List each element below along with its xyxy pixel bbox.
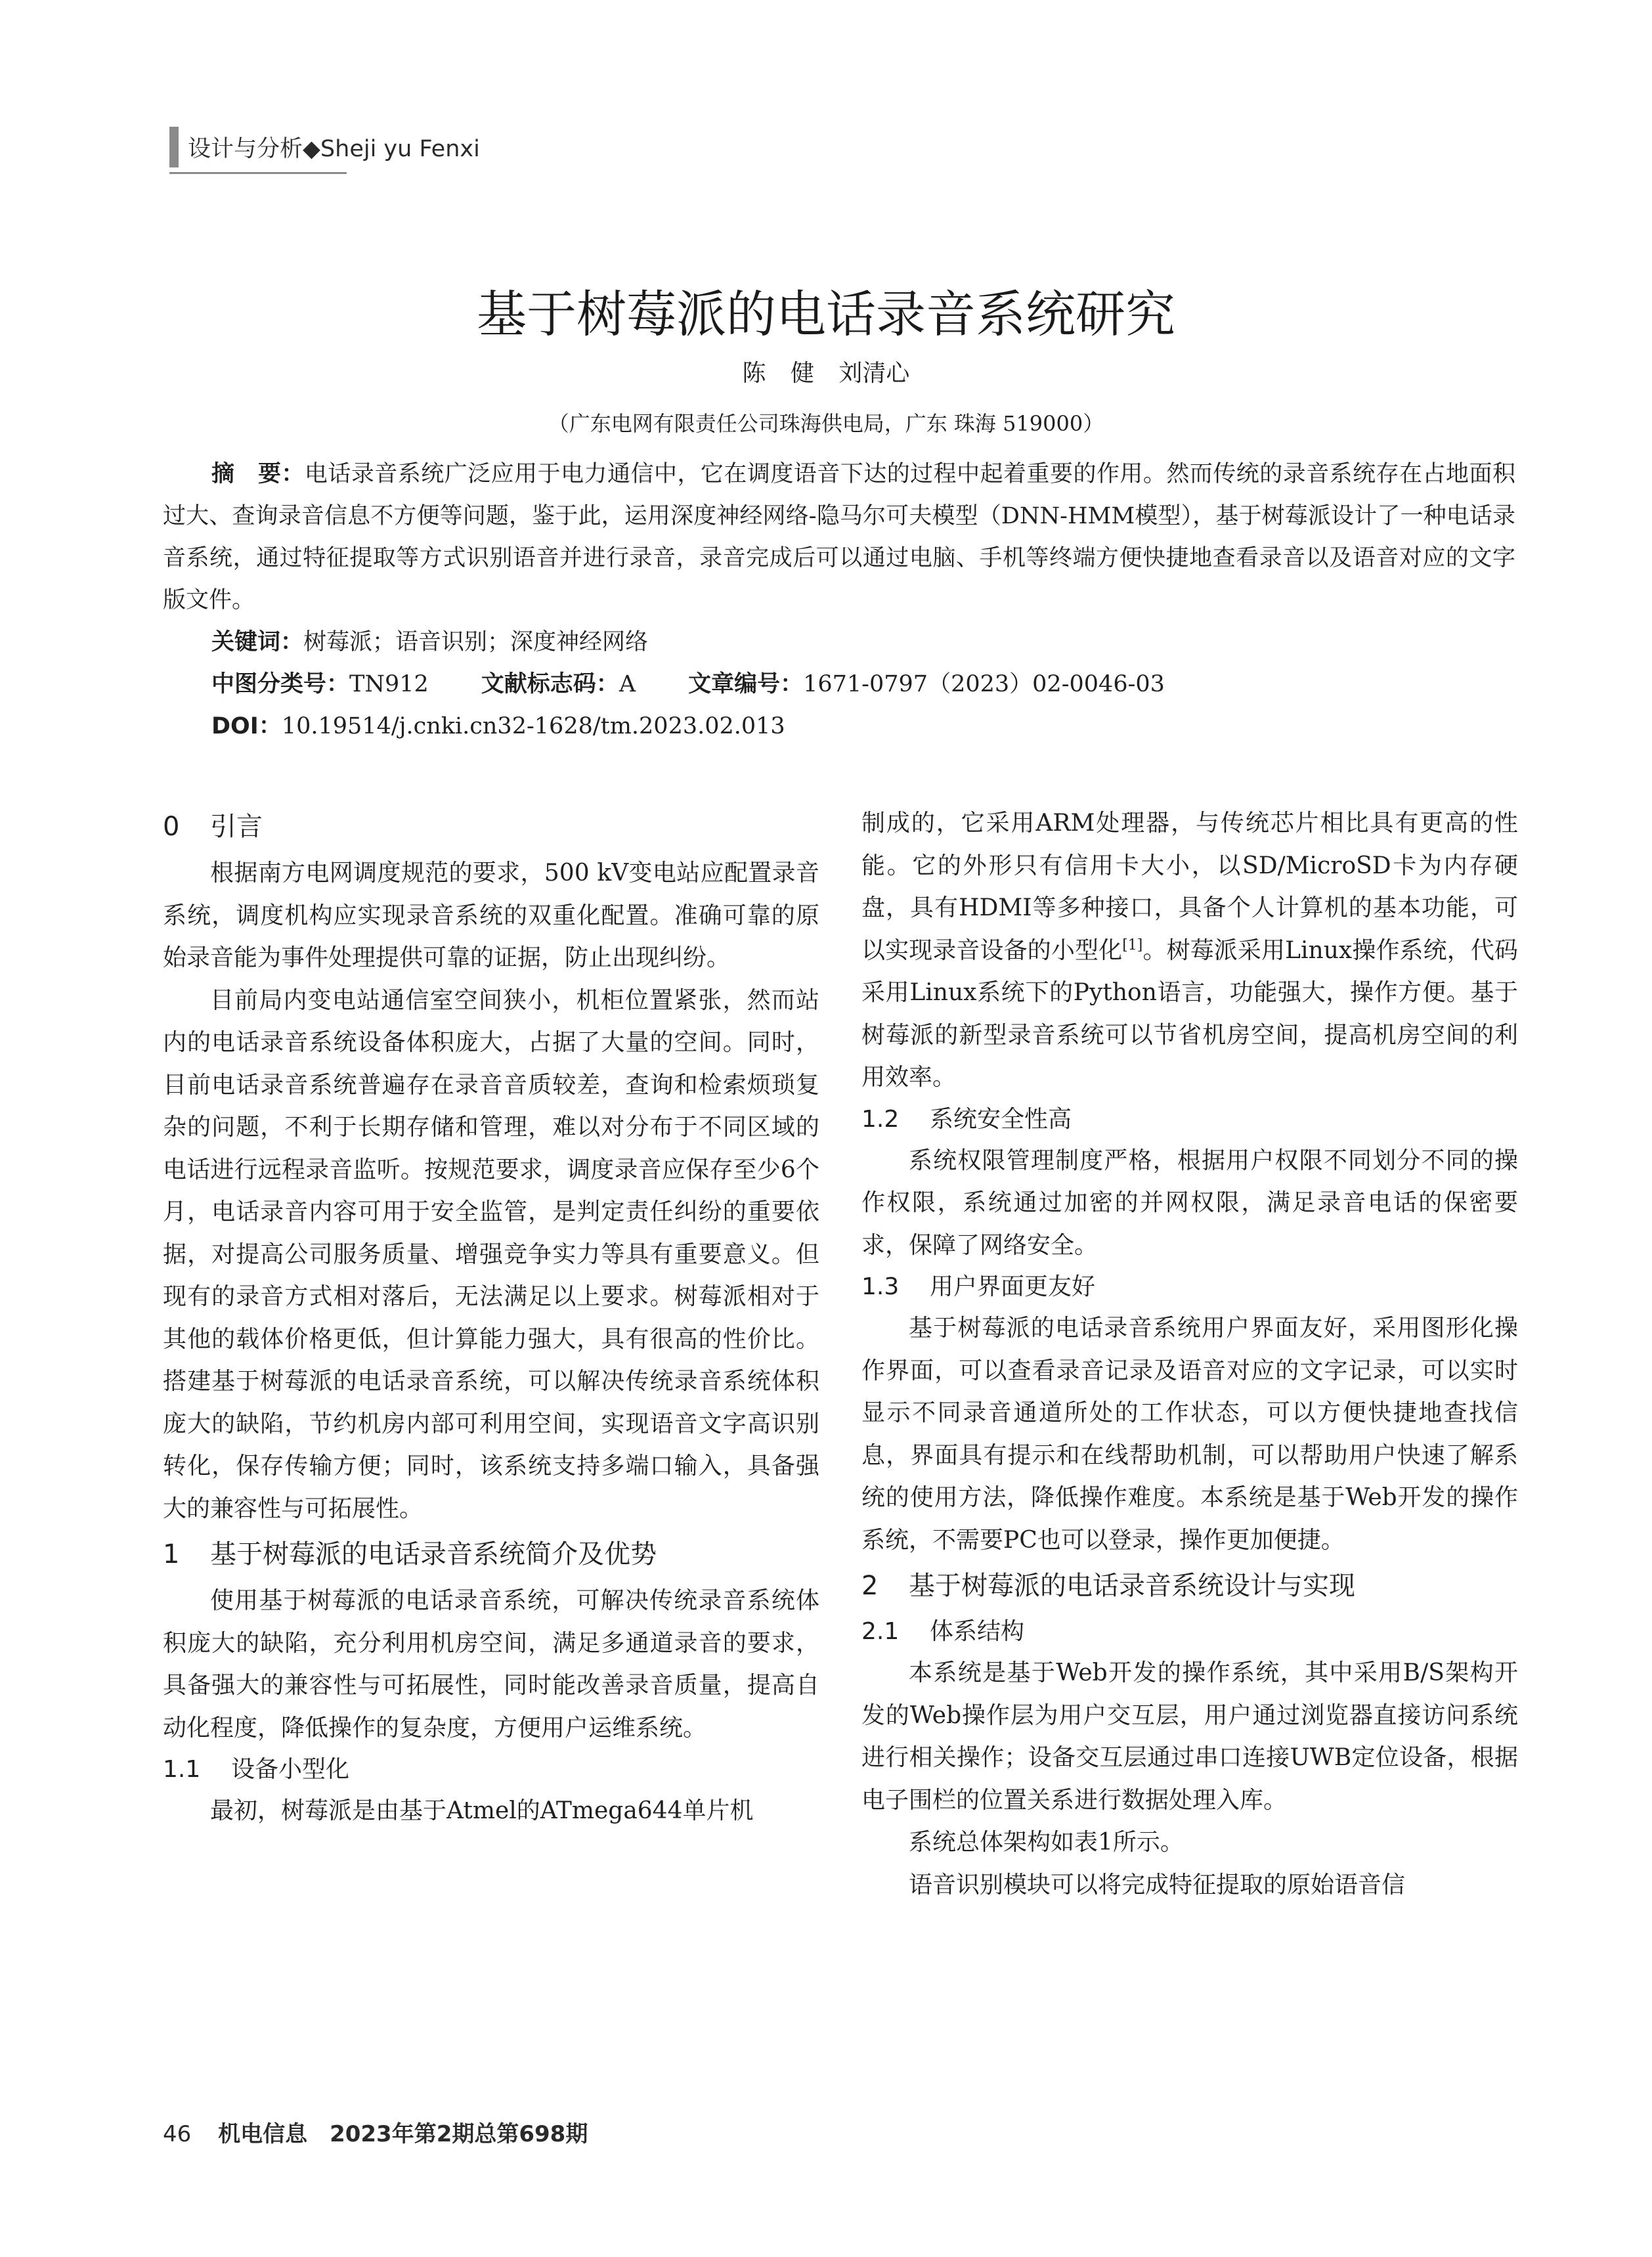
body-column-left bbox=[163, 802, 819, 1833]
doi-text: 10.19514/j.cnki.cn32-1628/tm.2023.02.013 bbox=[281, 713, 785, 739]
article-affiliation: （广东电网有限责任公司珠海供电局，广东 珠海 519000） bbox=[548, 411, 1104, 436]
article-title: 基于树莓派的电话录音系统研究 bbox=[477, 285, 1175, 343]
body-column-right bbox=[861, 802, 1518, 1906]
paragraph: 基于树莓派的电话录音系统用户界面友好，采用图形化操作界面，可以查看录音记录及语音对应的文字记录，可以实时显示不同录音通道所处的工作状态，可以方便快捷地查找信息，界面具有提示和在线帮助机制，可以帮助用户快速了解系统的使用方法，降低操作难度。本系统是基于Web开发的操作系统，不需要PC也可以登录，操作更加便捷。 bbox=[861, 1315, 1518, 1554]
clc-label: 中图分类号： bbox=[211, 671, 350, 697]
classification-line bbox=[211, 663, 1515, 705]
doi-label: DOI： bbox=[211, 713, 282, 739]
page-footer bbox=[163, 2116, 588, 2148]
running-head-rule bbox=[169, 172, 347, 174]
paragraph-continued: 制成的，它采用ARM处理器，与传统芯片相比具有更高的性能。它的外形只有信用卡大小，以SD/MicroSD卡为内存硬盘，具有HDMI等多种接口，具备个人计算机的基本功能，可以实现录音设备的小型化[1]。树莓派采用Linux操作系统，代码采用Linux系统下的Python语言，功能强大，操作方便。基于树莓派的新型录音系统可以节省机房空间，提高机房空间的利用效率。 bbox=[861, 810, 1518, 1091]
abstract bbox=[163, 453, 1515, 621]
section-heading-2-1: 2.1 体系结构 bbox=[861, 1618, 1025, 1645]
abstract-label: 摘 要： bbox=[211, 461, 305, 487]
section-heading-1-2: 1.2 系统安全性高 bbox=[861, 1105, 1072, 1133]
keywords bbox=[211, 621, 1515, 663]
section-heading-1-1: 1.1 设备小型化 bbox=[163, 1756, 350, 1783]
running-head-bar bbox=[169, 127, 179, 167]
paragraph: 根据南方电网调度规范的要求，500 kV变电站应配置录音系统，调度机构应实现录音系统的双重化配置。准确可靠的原始录音能为事件处理提供可靠的证据，防止出现纠纷。 bbox=[163, 860, 819, 971]
paragraph: 系统权限管理制度严格，根据用户权限不同划分不同的操作权限，系统通过加密的并网权限，满足录音电话的保密要求，保障了网络安全。 bbox=[861, 1147, 1518, 1259]
articleno-label: 文章编号： bbox=[688, 671, 804, 697]
paragraph: 本系统是基于Web开发的操作系统，其中采用B/S架构开发的Web操作层为用户交互层，用户通过浏览器直接访问系统进行相关操作；设备交互层通过串口连接UWB定位设备，根据电子围栏的位置关系进行数据处理入库。 bbox=[861, 1659, 1518, 1814]
section-heading-1: 1 基于树莓派的电话录音系统简介及优势 bbox=[163, 1539, 657, 1569]
paragraph: 系统总体架构如表1所示。 bbox=[909, 1829, 1184, 1856]
doccode-text: A bbox=[619, 671, 636, 697]
citation-ref: [1] bbox=[1122, 936, 1143, 953]
keywords-label: 关键词： bbox=[211, 629, 304, 655]
article-authors: 陈 健 刘清心 bbox=[742, 360, 910, 387]
section-heading-2: 2 基于树莓派的电话录音系统设计与实现 bbox=[861, 1571, 1355, 1601]
doi-line bbox=[211, 705, 1515, 747]
abstract-text: 电话录音系统广泛应用于电力通信中，它在调度语音下达的过程中起着重要的作用。然而传统的录音系统存在占地面积过大、查询录音信息不方便等问题，鉴于此，运用深度神经网络-隐马尔可夫模型（DNN-HMM模型），基于树莓派设计了一种电话录音系统，通过特征提取等方式识别语音并进行录音，录音完成后可以通过电脑、手机等终端方便快捷地查看录音以及语音对应的文字版文件。 bbox=[163, 461, 1515, 613]
running-head bbox=[169, 122, 480, 172]
paragraph: 最初，树莓派是由基于Atmel的ATmega644单片机 bbox=[210, 1797, 754, 1824]
doccode-label: 文献标志码： bbox=[481, 671, 619, 697]
page-number: 46 bbox=[163, 2121, 192, 2147]
keywords-text: 树莓派；语音识别；深度神经网络 bbox=[303, 629, 649, 655]
clc-text: TN912 bbox=[349, 671, 429, 697]
paragraph: 语音识别模块可以将完成特征提取的原始语音信 bbox=[909, 1871, 1406, 1898]
articleno-text: 1671-0797（2023）02-0046-03 bbox=[803, 671, 1165, 697]
section-heading-0: 0 引言 bbox=[163, 812, 263, 842]
abstract-block bbox=[163, 453, 1515, 747]
paragraph: 目前局内变电站通信室空间狭小，机柜位置紧张，然而站内的电话录音系统设备体积庞大，占据了大量的空间。同时，目前电话录音系统普遍存在录音音质较差，查询和检索烦琐复杂的问题，不利于长期存储和管理，难以对分布于不同区域的电话进行远程录音监听。按规范要求，调度录音应保存至少6个月，电话录音内容可用于安全监管，是判定责任纠纷的重要依据，对提高公司服务质量、增强竞争实力等具有重要意义。但现有的录音方式相对落后，无法满足以上要求。树莓派相对于其他的载体价格更低，但计算能力强大，具有很高的性价比。搭建基于树莓派的电话录音系统，可以解决传统录音系统体积庞大的缺陷，节约机房内部可利用空间，实现语音文字高识别转化，保存传输方便；同时，该系统支持多端口输入，具备强大的兼容性与可拓展性。 bbox=[163, 986, 819, 1522]
paragraph: 使用基于树莓派的电话录音系统，可解决传统录音系统体积庞大的缺陷，充分利用机房空间，满足多通道录音的要求，具备强大的兼容性与可拓展性，同时能改善录音质量，提高自动化程度，降低操作的复杂度，方便用户运维系统。 bbox=[163, 1587, 819, 1742]
journal-issue: 机电信息 2023年第2期总第698期 bbox=[218, 2121, 588, 2147]
running-head-text: 设计与分析◆Sheji yu Fenxi bbox=[188, 136, 480, 162]
section-heading-1-3: 1.3 用户界面更友好 bbox=[861, 1273, 1096, 1300]
